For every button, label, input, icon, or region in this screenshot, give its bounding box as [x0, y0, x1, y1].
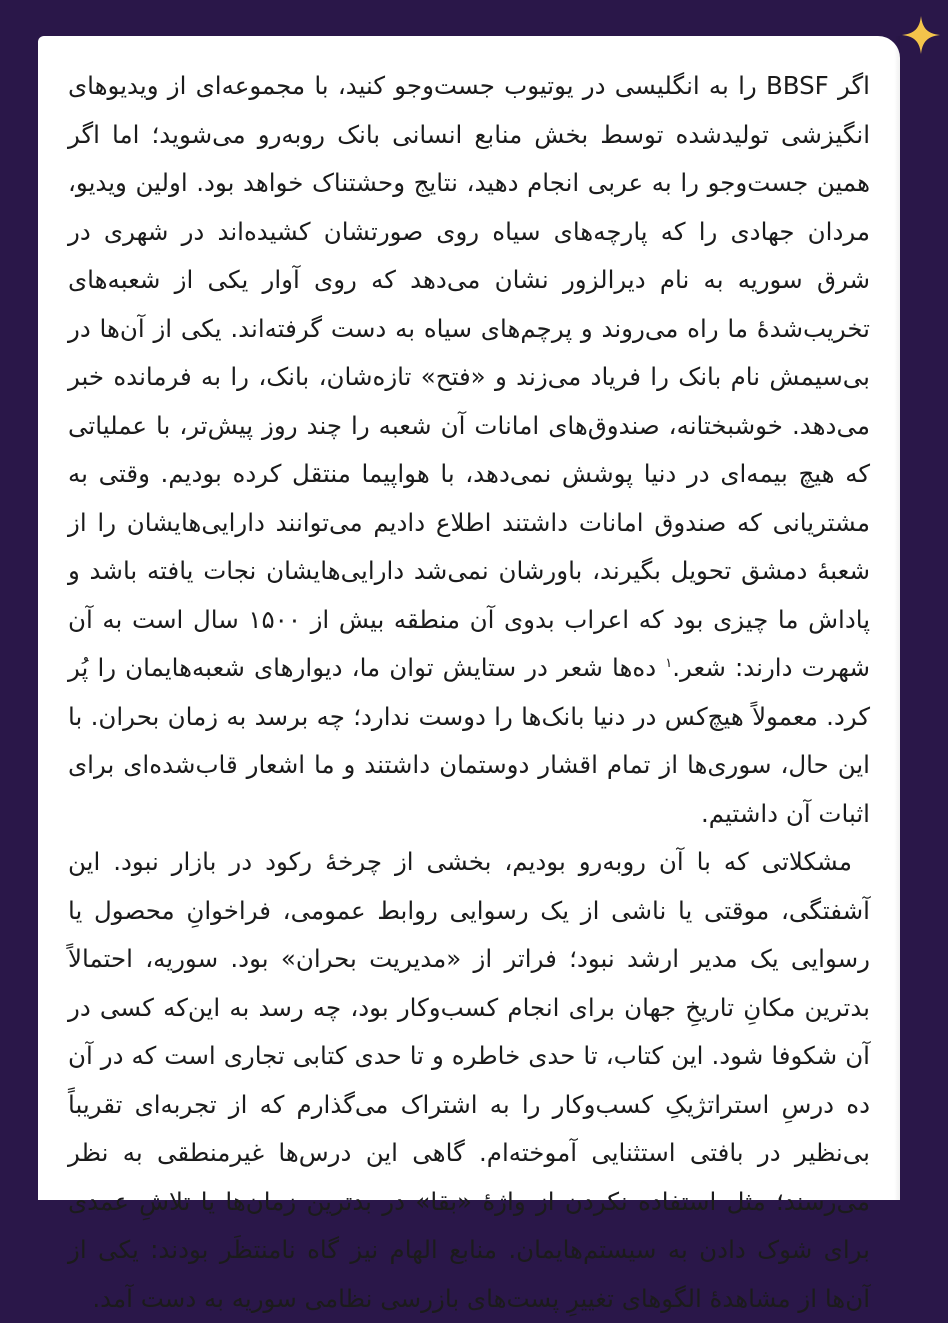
document-body: [68, 62, 870, 1323]
paragraph-2: مشکلاتی که با آن روبه‌رو بودیم، بخشی از چرخهٔ رکود در بازار نبود. این آشفتگی، موقتی یا ناشی از یک رسوایی روابط عمومی، فراخوانِ محصول یا رسوایی یک مدیر ارشد نبود؛ فراتر از «مدیریت بحران» بود. سوریه، احتمالاً بدترین مکانِ تاریخِ جهان برای انجام کسب‌وکار بود، چه رسد به این‌که کسی در آن شکوفا شود. این کتاب، تا حدی خاطره و تا حدی کتابی تجاری است که در آن ده درسِ استراتژیکِ کسب‌وکار را به اشتراک می‌گذارم که از تجربه‌ای تقریباً بی‌نظیر در بافتی استثنایی آموخته‌ام. گاهی این درس‌ها غیرمنطقی به نظر می‌رسند؛ مثل استفاده نکردن از واژهٔ «بقا» در بدترین زمان‌ها یا تلاشِ عمدی برای شوک دادن به سیستم‌هایمان. منابع الهام نیز گاه نامنتظَر بودند: یکی از آن‌ها از مشاهدهٔ الگوهای تغییرِ پست‌های بازرسی نظامی سوریه به دست آمد.: [68, 847, 870, 1313]
paragraph-1-text-a: اگر BBSF را به انگلیسی در یوتیوب جست‌وجو کنید، با مجموعه‌ای از ویدیوهای انگیزشی تولیدشده توسط بخش منابع انسانی بانک روبه‌رو می‌شوید؛ اما اگر همین جست‌وجو را به عربی انجام دهید، نتایج وحشتناک خواهد بود. اولین ویدیو، مردان جهادی را که پارچه‌های سیاه روی صورتشان کشیده‌اند در شهری در شرق سوریه به نام دیرالزور نشان می‌دهد که روی آوار یکی از شعبه‌های تخریب‌شدهٔ ما راه می‌روند و پرچم‌های سیاه به دست گرفته‌اند. یکی از آن‌ها در بی‌سیمش نام بانک را فریاد می‌زند و «فتح» تازه‌شان، بانک، را به فرمانده خبر می‌دهد. خوشبختانه، صندوق‌های امانات آن شعبه را چند روز پیش‌تر، با عملیاتی که هیچ بیمه‌ای در دنیا پوشش نمی‌دهد، با هواپیما منتقل کرده بودیم. وقتی به مشتریانی که صندوق امانات داشتند اطلاع دادیم می‌توانند دارایی‌هایشان را از شعبهٔ دمشق تحویل بگیرند، باورشان نمی‌شد دارایی‌هایشان نجات یافته باشد و پاداش ما چیزی بود که اعراب بدوی آن منطقه بیش از ۱۵۰۰ سال است به آن شهرت دارند: شعر.: [68, 71, 871, 682]
paragraph-1-text-b: ده‌ها شعر در ستایش توان ما، دیوارهای شعبه‌هایمان را پُر کرد. معمولاً هیچ‌کس در دنیا بانک‌ها را دوست ندارد؛ چه برسد به زمان بحران. با این حال، سوری‌ها از تمام اقشار دوستمان داشتند و ما اشعار قاب‌شده‌ای برای اثبات آن داشتیم.: [68, 653, 870, 828]
footnote-marker[interactable]: ۱: [665, 655, 673, 671]
page-edge-shadow: [894, 36, 900, 1200]
frame-left-border: [0, 0, 38, 1200]
paragraph-1: [68, 62, 870, 838]
frame-top-border: [0, 0, 948, 36]
document-page: [38, 36, 900, 1313]
sparkle-icon: [900, 14, 942, 56]
